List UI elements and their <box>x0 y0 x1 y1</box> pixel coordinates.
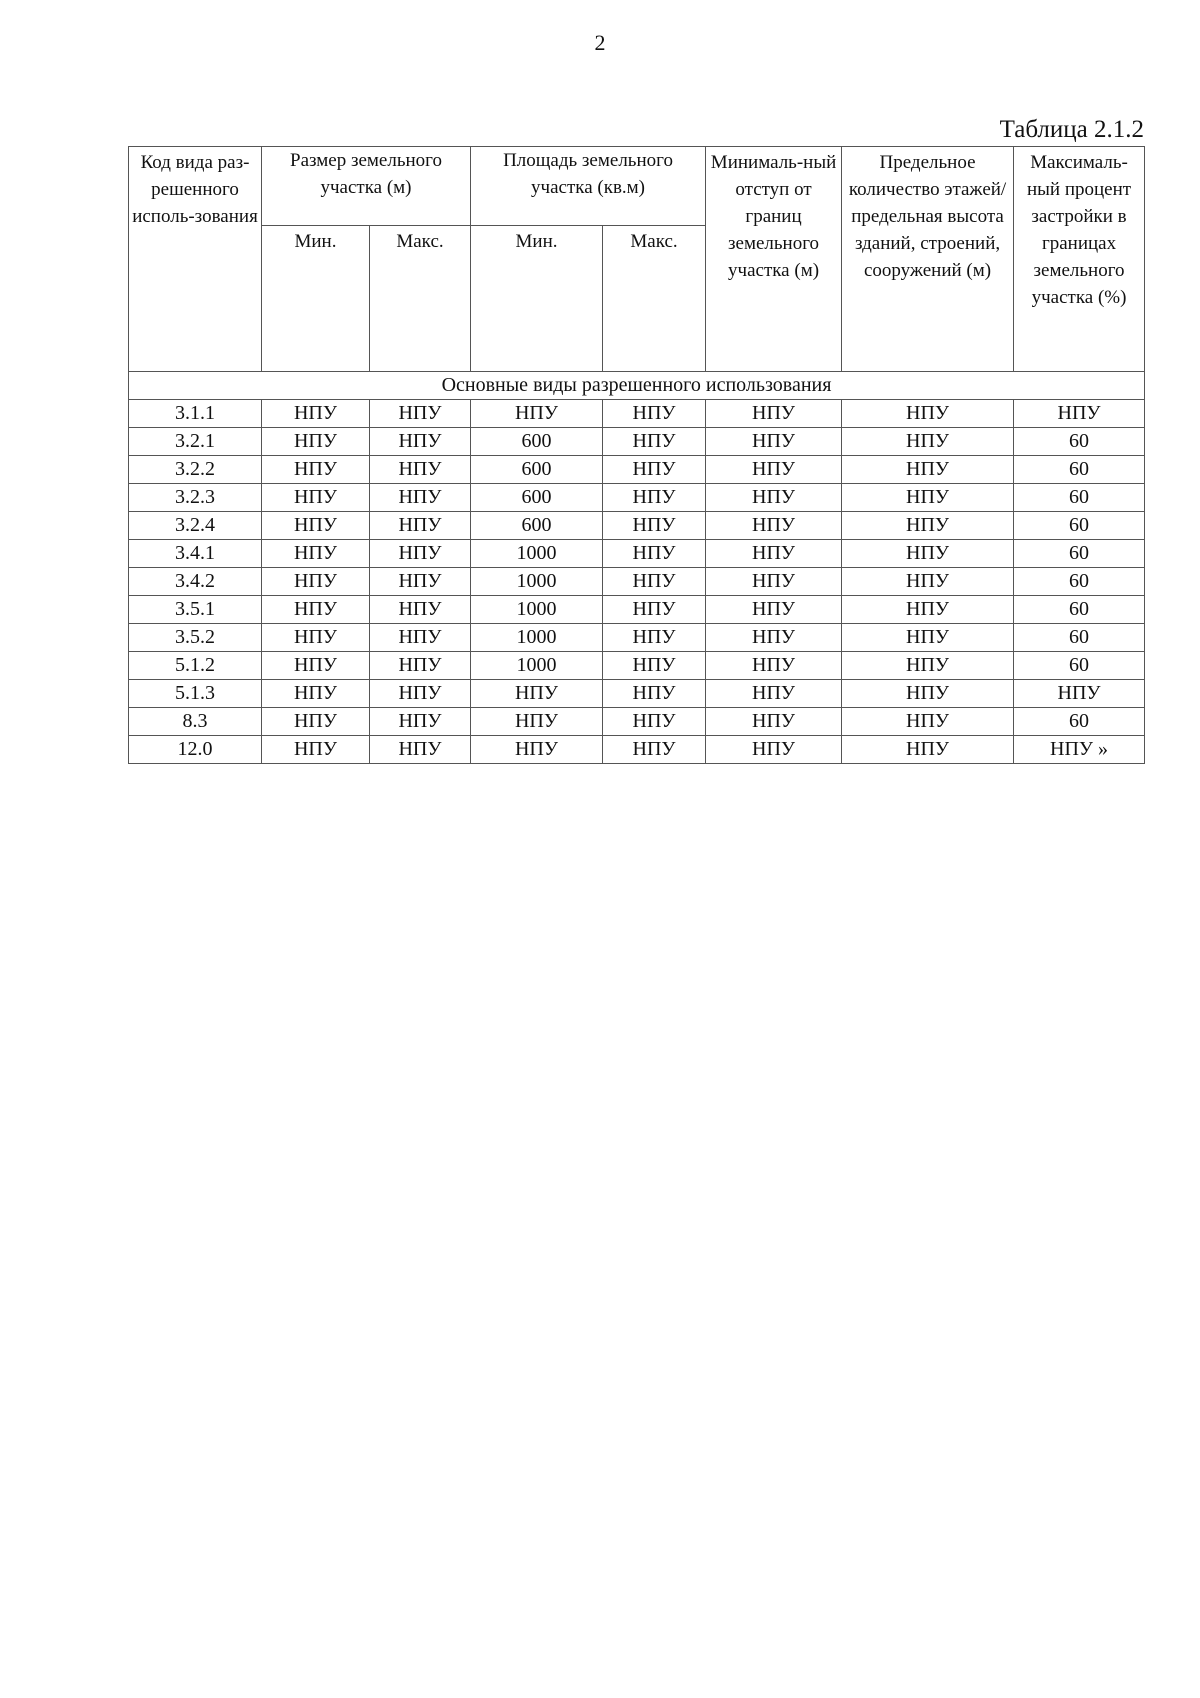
table-row <box>129 624 1145 652</box>
cell-size-max: НПУ <box>370 708 471 736</box>
cell-max-floors: НПУ <box>842 652 1014 680</box>
cell-code: 8.3 <box>129 708 262 736</box>
table-row <box>129 680 1145 708</box>
cell-max-percent: 60 <box>1014 512 1145 540</box>
cell-code: 3.5.1 <box>129 596 262 624</box>
cell-max-percent: НПУ <box>1014 680 1145 708</box>
cell-area-max: НПУ <box>603 456 706 484</box>
cell-size-max: НПУ <box>370 680 471 708</box>
header-max-floors: Предельное количество этажей/ предельная высота зданий, строений, сооружений (м) <box>842 147 1014 372</box>
header-area-min: Мин. <box>471 226 603 372</box>
table-row <box>129 708 1145 736</box>
cell-area-min: 1000 <box>471 540 603 568</box>
cell-min-indent: НПУ <box>706 736 842 764</box>
cell-max-floors: НПУ <box>842 512 1014 540</box>
cell-area-min: НПУ <box>471 400 603 428</box>
cell-max-floors: НПУ <box>842 568 1014 596</box>
cell-max-floors: НПУ <box>842 596 1014 624</box>
cell-max-floors: НПУ <box>842 540 1014 568</box>
cell-area-min: 1000 <box>471 568 603 596</box>
cell-code: 3.4.2 <box>129 568 262 596</box>
cell-code: 3.2.2 <box>129 456 262 484</box>
cell-max-floors: НПУ <box>842 624 1014 652</box>
cell-min-indent: НПУ <box>706 400 842 428</box>
cell-size-min: НПУ <box>262 736 370 764</box>
cell-min-indent: НПУ <box>706 624 842 652</box>
cell-size-max: НПУ <box>370 736 471 764</box>
cell-min-indent: НПУ <box>706 428 842 456</box>
cell-max-percent: НПУ <box>1014 400 1145 428</box>
cell-area-min: НПУ <box>471 680 603 708</box>
cell-area-min: НПУ <box>471 708 603 736</box>
header-row-1 <box>129 147 1145 226</box>
cell-area-max: НПУ <box>603 596 706 624</box>
cell-code: 3.1.1 <box>129 400 262 428</box>
cell-size-max: НПУ <box>370 456 471 484</box>
cell-area-min: 1000 <box>471 596 603 624</box>
cell-area-max: НПУ <box>603 680 706 708</box>
cell-size-max: НПУ <box>370 540 471 568</box>
cell-area-max: НПУ <box>603 568 706 596</box>
cell-code: 12.0 <box>129 736 262 764</box>
cell-code: 5.1.2 <box>129 652 262 680</box>
section-title: Основные виды разрешенного использования <box>129 372 1145 400</box>
cell-min-indent: НПУ <box>706 568 842 596</box>
table-row <box>129 428 1145 456</box>
cell-max-percent: НПУ » <box>1014 736 1145 764</box>
cell-size-min: НПУ <box>262 708 370 736</box>
cell-area-max: НПУ <box>603 428 706 456</box>
header-code: Код вида раз-решенного исполь-зования <box>129 147 262 372</box>
cell-area-max: НПУ <box>603 624 706 652</box>
cell-max-floors: НПУ <box>842 428 1014 456</box>
cell-area-max: НПУ <box>603 736 706 764</box>
page-number: 2 <box>594 30 606 55</box>
cell-code: 3.5.2 <box>129 624 262 652</box>
cell-max-percent: 60 <box>1014 596 1145 624</box>
cell-max-percent: 60 <box>1014 428 1145 456</box>
cell-code: 5.1.3 <box>129 680 262 708</box>
header-min-indent: Минималь-ный отступ от границ земельного участка (м) <box>706 147 842 372</box>
cell-size-min: НПУ <box>262 652 370 680</box>
cell-min-indent: НПУ <box>706 540 842 568</box>
cell-area-max: НПУ <box>603 400 706 428</box>
cell-size-min: НПУ <box>262 596 370 624</box>
table-row <box>129 596 1145 624</box>
cell-max-floors: НПУ <box>842 400 1014 428</box>
cell-size-max: НПУ <box>370 624 471 652</box>
table-row <box>129 568 1145 596</box>
cell-code: 3.2.1 <box>129 428 262 456</box>
cell-size-max: НПУ <box>370 512 471 540</box>
table-row <box>129 512 1145 540</box>
table-row <box>129 736 1145 764</box>
table-row <box>129 540 1145 568</box>
cell-min-indent: НПУ <box>706 512 842 540</box>
cell-area-min: 600 <box>471 428 603 456</box>
cell-max-percent: 60 <box>1014 568 1145 596</box>
cell-min-indent: НПУ <box>706 456 842 484</box>
header-area-max: Макс. <box>603 226 706 372</box>
cell-size-max: НПУ <box>370 596 471 624</box>
cell-size-min: НПУ <box>262 512 370 540</box>
cell-max-percent: 60 <box>1014 652 1145 680</box>
cell-code: 3.2.4 <box>129 512 262 540</box>
cell-max-percent: 60 <box>1014 456 1145 484</box>
cell-min-indent: НПУ <box>706 484 842 512</box>
table-row <box>129 400 1145 428</box>
header-plot-area: Площадь земельного участка (кв.м) <box>471 147 706 226</box>
table-row <box>129 456 1145 484</box>
header-size-min: Мин. <box>262 226 370 372</box>
section-row <box>129 372 1145 400</box>
zoning-parameters-table <box>128 146 1145 764</box>
cell-size-min: НПУ <box>262 568 370 596</box>
cell-area-max: НПУ <box>603 484 706 512</box>
cell-size-min: НПУ <box>262 680 370 708</box>
cell-code: 3.4.1 <box>129 540 262 568</box>
cell-size-min: НПУ <box>262 400 370 428</box>
cell-max-percent: 60 <box>1014 484 1145 512</box>
header-size-max: Макс. <box>370 226 471 372</box>
cell-max-floors: НПУ <box>842 680 1014 708</box>
cell-area-max: НПУ <box>603 540 706 568</box>
cell-area-max: НПУ <box>603 512 706 540</box>
cell-max-percent: 60 <box>1014 624 1145 652</box>
cell-max-floors: НПУ <box>842 484 1014 512</box>
cell-size-max: НПУ <box>370 428 471 456</box>
cell-min-indent: НПУ <box>706 596 842 624</box>
cell-area-min: 600 <box>471 484 603 512</box>
cell-max-percent: 60 <box>1014 540 1145 568</box>
cell-min-indent: НПУ <box>706 652 842 680</box>
cell-area-max: НПУ <box>603 708 706 736</box>
cell-size-min: НПУ <box>262 484 370 512</box>
cell-size-max: НПУ <box>370 568 471 596</box>
cell-area-min: 1000 <box>471 624 603 652</box>
header-plot-size: Размер земельного участка (м) <box>262 147 471 226</box>
cell-area-min: 600 <box>471 456 603 484</box>
table-caption: Таблица 2.1.2 <box>999 116 1144 143</box>
cell-size-min: НПУ <box>262 540 370 568</box>
cell-area-min: НПУ <box>471 736 603 764</box>
cell-area-max: НПУ <box>603 652 706 680</box>
cell-size-min: НПУ <box>262 624 370 652</box>
table-row <box>129 652 1145 680</box>
cell-area-min: 600 <box>471 512 603 540</box>
cell-size-max: НПУ <box>370 400 471 428</box>
cell-max-floors: НПУ <box>842 456 1014 484</box>
cell-size-max: НПУ <box>370 652 471 680</box>
cell-size-max: НПУ <box>370 484 471 512</box>
header-max-percent: Максималь-ный процент застройки в границах земельного участка (%) <box>1014 147 1145 372</box>
cell-max-floors: НПУ <box>842 736 1014 764</box>
cell-min-indent: НПУ <box>706 680 842 708</box>
table-row <box>129 484 1145 512</box>
cell-code: 3.2.3 <box>129 484 262 512</box>
cell-area-min: 1000 <box>471 652 603 680</box>
cell-size-min: НПУ <box>262 456 370 484</box>
cell-size-min: НПУ <box>262 428 370 456</box>
cell-max-percent: 60 <box>1014 708 1145 736</box>
cell-max-floors: НПУ <box>842 708 1014 736</box>
cell-min-indent: НПУ <box>706 708 842 736</box>
